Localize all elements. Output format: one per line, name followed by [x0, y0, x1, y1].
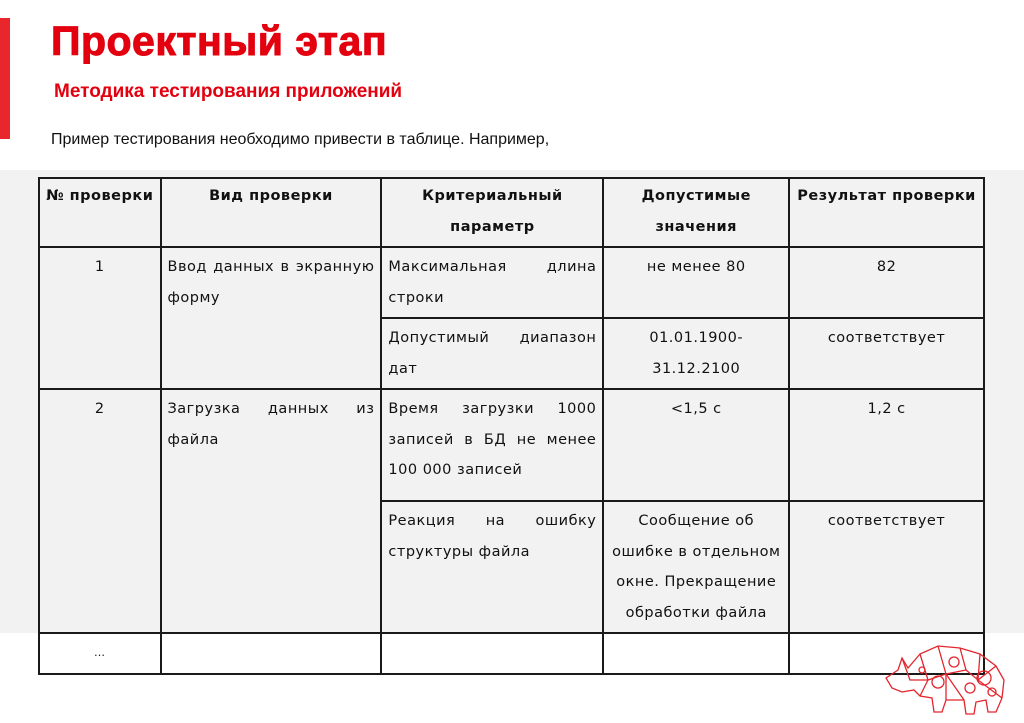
slide-title: Проектный этап [51, 18, 388, 64]
empty-cell [381, 633, 603, 674]
header-allowed: Допустимые значения [603, 178, 789, 247]
check-type: Ввод данных в экранную форму [161, 247, 382, 389]
check-result: соответствует [789, 318, 984, 389]
table-row-ellipsis [39, 633, 984, 674]
header-number: № проверки [39, 178, 161, 247]
header-check-type: Вид проверки [161, 178, 382, 247]
table-header-row [39, 178, 984, 247]
header-result: Результат проверки [789, 178, 984, 247]
allowed-values: Сообщение об ошибке в отдельном окне. Прекращение обработки файла [603, 501, 789, 633]
intro-text: Пример тестирования необходимо привести в таблице. Например, [51, 131, 550, 148]
check-number: 2 [39, 389, 161, 633]
accent-bar [0, 18, 10, 139]
testing-table [38, 177, 985, 675]
allowed-values: <1,5 с [603, 389, 789, 501]
check-result: 1,2 с [789, 389, 984, 501]
check-result: 82 [789, 247, 984, 318]
ellipsis-cell: … [39, 633, 161, 674]
criterion: Максимальная длина строки [381, 247, 603, 318]
allowed-values: 01.01.1900-31.12.2100 [603, 318, 789, 389]
header-criterion: Критериальный параметр [381, 178, 603, 247]
table-row [39, 247, 984, 318]
allowed-values: не менее 80 [603, 247, 789, 318]
rhino-logo-icon [880, 640, 1012, 720]
criterion: Время загрузки 1000 записей в БД не менее 100 000 записей [381, 389, 603, 501]
slide-subtitle: Методика тестирования приложений [54, 81, 403, 102]
empty-cell [161, 633, 382, 674]
criterion: Допустимый диапазон дат [381, 318, 603, 389]
check-number: 1 [39, 247, 161, 389]
criterion: Реакция на ошибку структуры файла [381, 501, 603, 633]
table-row [39, 389, 984, 501]
empty-cell [603, 633, 789, 674]
check-type: Загрузка данных из файла [161, 389, 382, 633]
check-result: соответствует [789, 501, 984, 633]
